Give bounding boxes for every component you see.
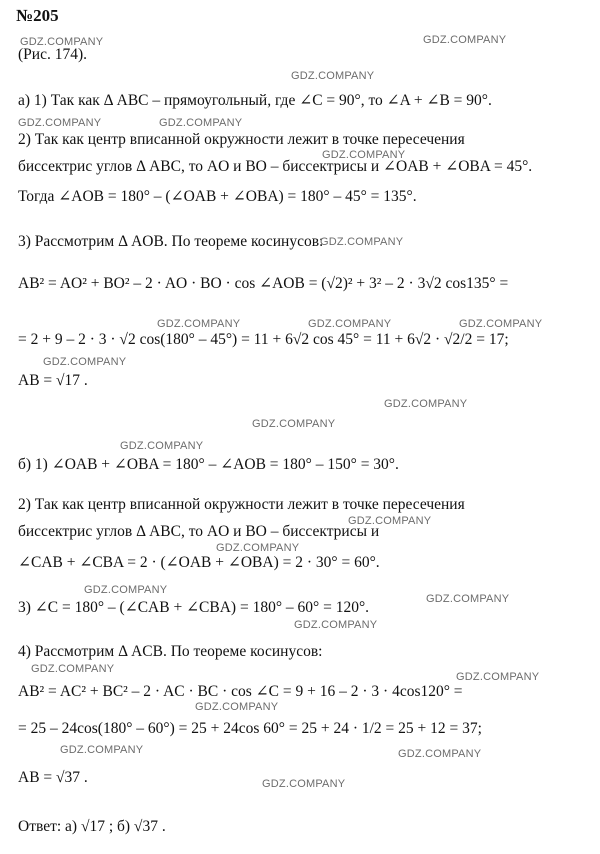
watermark-text: GDZ.COMPANY	[216, 542, 300, 554]
watermark-text: GDZ.COMPANY	[426, 593, 510, 605]
solution-line: 2) Так как центр вписанной окружности лежит в точке пересечения	[18, 131, 465, 148]
solution-line: а) 1) Так как Δ ABC – прямоугольный, где ∠C = 90°, то ∠A + ∠B = 90°.	[18, 92, 492, 109]
watermark-text: GDZ.COMPANY	[195, 701, 279, 713]
figure-reference: (Рис. 174).	[18, 46, 87, 63]
watermark-text: GDZ.COMPANY	[291, 70, 375, 82]
formula-line: AB² = AC² + BC² – 2 · AC · BC · cos ∠C = 9 + 16 – 2 · 3 · 4cos120° =	[18, 683, 463, 700]
solution-line: Тогда ∠AOB = 180° – (∠OAB + ∠OBA) = 180° – 45° = 135°.	[18, 188, 417, 205]
watermark-text: GDZ.COMPANY	[308, 318, 392, 330]
solution-line: 3) ∠C = 180° – (∠CAB + ∠CBA) = 180° – 60° = 120°.	[18, 599, 370, 616]
watermark-text: GDZ.COMPANY	[322, 149, 406, 161]
solution-line: 4) Рассмотрим Δ ACB. По теореме косинусов:	[18, 643, 323, 660]
watermark-text: GDZ.COMPANY	[31, 663, 115, 675]
watermark-text: GDZ.COMPANY	[384, 398, 468, 410]
solution-line: 3) Рассмотрим Δ AOB. По теореме косинусов:	[18, 233, 324, 250]
solution-line: б) 1) ∠OAB + ∠OBA = 180° – ∠AOB = 180° – 150° = 30°.	[18, 456, 399, 473]
watermark-text: GDZ.COMPANY	[320, 236, 404, 248]
watermark-text: GDZ.COMPANY	[423, 34, 507, 46]
solution-line: биссектрис углов Δ ABC, то AO и BO – биссектрисы и	[18, 523, 380, 540]
result-line: AB = √17 .	[18, 372, 88, 389]
watermark-text: GDZ.COMPANY	[60, 744, 144, 756]
result-line: AB = √37 .	[18, 769, 88, 786]
solution-line: биссектрис углов Δ ABC, то AO и BO – биссектрисы и ∠OAB + ∠OBA = 45°.	[18, 158, 533, 175]
watermark-text: GDZ.COMPANY	[252, 418, 336, 430]
watermark-text: GDZ.COMPANY	[159, 117, 243, 129]
solution-line: 2) Так как центр вписанной окружности лежит в точке пересечения	[18, 496, 465, 513]
watermark-text: GDZ.COMPANY	[43, 356, 127, 368]
watermark-text: GDZ.COMPANY	[157, 318, 241, 330]
formula-line: = 25 – 24cos(180° – 60°) = 25 + 24cos 60° = 25 + 24 · 1/2 = 25 + 12 = 37;	[18, 720, 482, 737]
formula-line: = 2 + 9 – 2 · 3 · √2 cos(180° – 45°) = 11 + 6√2 cos 45° = 11 + 6√2 · √2/2 = 17;	[18, 331, 509, 348]
watermark-text: GDZ.COMPANY	[294, 619, 378, 631]
watermark-text: GDZ.COMPANY	[456, 671, 540, 683]
watermark-text: GDZ.COMPANY	[84, 584, 168, 596]
problem-number: №205	[16, 6, 59, 25]
watermark-text: GDZ.COMPANY	[398, 748, 482, 760]
watermark-text: GDZ.COMPANY	[459, 318, 543, 330]
watermark-text: GDZ.COMPANY	[262, 778, 346, 790]
answer-line: Ответ: а) √17 ; б) √37 .	[18, 818, 166, 835]
formula-line: ∠CAB + ∠CBA = 2 · (∠OAB + ∠OBA) = 2 · 30° = 60°.	[18, 554, 380, 571]
watermark-text: GDZ.COMPANY	[20, 36, 104, 48]
watermark-text: GDZ.COMPANY	[120, 440, 204, 452]
watermark-text: GDZ.COMPANY	[18, 117, 102, 129]
formula-line: AB² = AO² + BO² – 2 · AO · BO · cos ∠AOB = (√2)² + 3² – 2 · 3√2 cos135° =	[18, 275, 509, 292]
watermark-text: GDZ.COMPANY	[348, 515, 432, 527]
